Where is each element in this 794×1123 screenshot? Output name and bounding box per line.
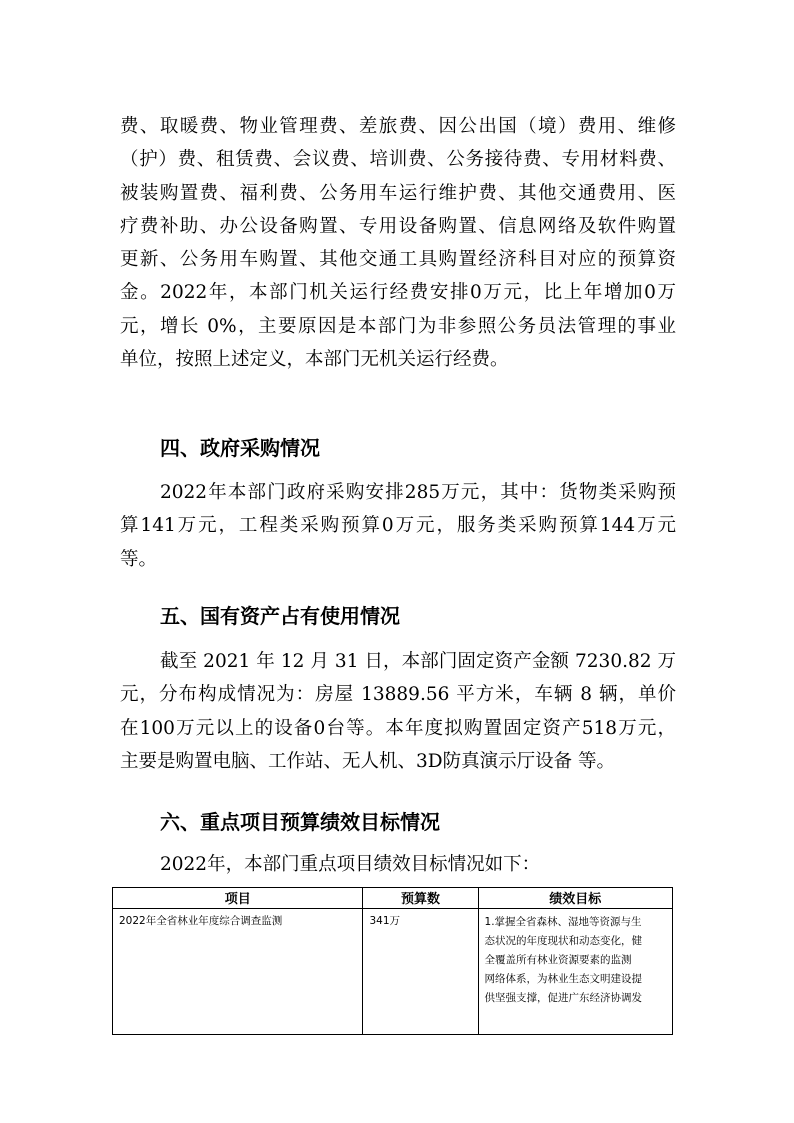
text-line: 费、取暖费、物业管理费、差旅费、因公出国（境）费用、维修 xyxy=(120,116,676,137)
text-line: 单位，按照上述定义，本部门无机关运行经费。 xyxy=(120,349,509,371)
text-line: 疗费补助、办公设备购置、专用设备购置、信息网络及软件购置 xyxy=(120,215,676,237)
performance-goals-table xyxy=(112,887,673,1035)
section-heading-procurement: 四、政府采购情况 xyxy=(160,436,320,460)
goal-line: 态状况的年度现状和动态变化，健 xyxy=(484,935,643,947)
cell-budget: 341万 xyxy=(363,909,478,1035)
column-header-goal: 绩效目标 xyxy=(478,888,672,909)
section-heading-performance-goals: 六、重点项目预算绩效目标情况 xyxy=(160,810,440,834)
text-line: 2022年，本部门重点项目绩效目标情况如下： xyxy=(160,854,541,875)
text-line: 金。2022年，本部门机关运行经费安排0万元，比上年增加0万 xyxy=(120,282,676,304)
goal-line: 网络体系，为林业生态文明建设提 xyxy=(484,973,643,985)
paragraph-operating-expenses xyxy=(120,110,676,376)
text-line: 被装购置费、福利费、公务用车运行维护费、其他交通费用、医 xyxy=(120,182,676,204)
paragraph-performance-intro xyxy=(160,848,680,881)
text-line: 元，分布构成情况为：房屋 13889.56 平方米，车辆 8 辆，单价 xyxy=(120,684,676,706)
goal-line: 供坚强支撑，促进广东经济协调发 xyxy=(484,992,643,1004)
table-row xyxy=(113,909,673,1035)
text-line: （护）费、租赁费、会议费、培训费、公务接待费、专用材料费、 xyxy=(120,149,676,171)
text-line: 2022年本部门政府采购安排285万元，其中：货物类采购预 xyxy=(160,482,676,503)
column-header-project: 项目 xyxy=(113,888,363,909)
text-line: 在100万元以上的设备0台等。本年度拟购置固定资产518万元， xyxy=(120,717,676,739)
goal-line: 1.掌握全省森林、湿地等资源与生 xyxy=(484,916,642,928)
paragraph-state-assets xyxy=(120,645,676,778)
text-line: 截至 2021 年 12 月 31 日，本部门固定资产金额 7230.82 万 xyxy=(160,651,676,672)
cell-goal xyxy=(478,909,672,1035)
text-line: 更新、公务用车购置、其他交通工具购置经济科目对应的预算资 xyxy=(120,249,676,271)
text-line: 元，增长 0%，主要原因是本部门为非参照公务员法管理的事业 xyxy=(120,315,676,337)
section-heading-state-assets: 五、国有资产占有使用情况 xyxy=(160,604,400,628)
table-header-row xyxy=(113,888,673,909)
text-line: 算141万元，工程类采购预算0万元，服务类采购预算144万元 xyxy=(120,515,676,537)
goal-line: 全覆盖所有林业资源要素的监测 xyxy=(484,954,632,966)
text-line: 等。 xyxy=(120,548,158,570)
cell-project: 2022年全省林业年度综合调查监测 xyxy=(113,909,363,1035)
column-header-budget: 预算数 xyxy=(363,888,478,909)
text-line: 主要是购置电脑、工作站、无人机、3D防真演示厅设备 等。 xyxy=(120,750,615,772)
paragraph-procurement xyxy=(120,476,676,576)
